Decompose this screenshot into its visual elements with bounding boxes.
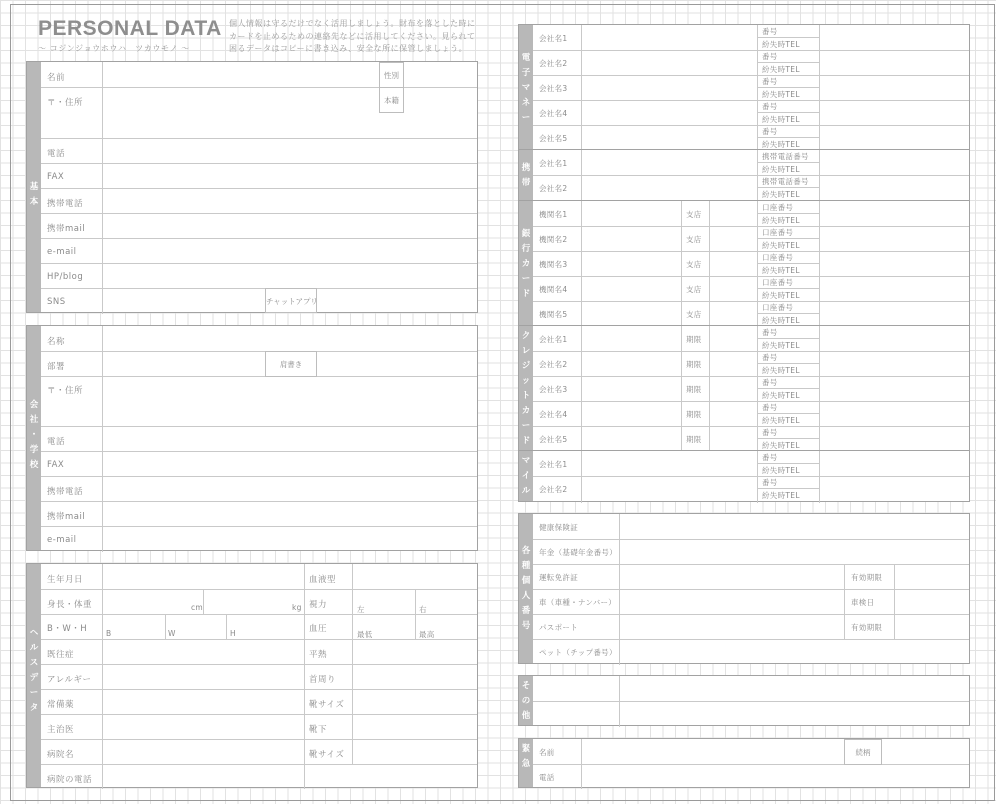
mobile-lost-tel-1: 紛失時TEL — [762, 165, 800, 174]
section-mobile — [518, 149, 970, 201]
id-passport-expiry: 有効期限 — [851, 623, 883, 632]
label-right: 右 — [419, 605, 427, 614]
emoney-label-5: 会社名5 — [539, 134, 568, 143]
emoney-label-4: 会社名4 — [539, 109, 568, 118]
credit-expiry-2: 期限 — [686, 360, 702, 369]
label-doctor: 主治医 — [47, 725, 75, 735]
label-neck: 首周り — [309, 675, 337, 685]
bank-branch-4: 支店 — [686, 285, 702, 294]
mile-number-2: 番号 — [762, 478, 778, 487]
bank-lost-tel-3: 紛失時TEL — [762, 266, 800, 275]
bank-lost-tel-4: 紛失時TEL — [762, 291, 800, 300]
section-title-mobile: 携 帯 — [521, 163, 531, 188]
label-company-name: 名称 — [47, 337, 66, 347]
section-other — [518, 675, 970, 726]
label-blood: 血液型 — [309, 575, 337, 585]
section-title-health: ヘ ル ス デ ー タ — [29, 628, 39, 713]
credit-number-1: 番号 — [762, 328, 778, 337]
label-hospital-tel: 病院の電話 — [47, 775, 93, 785]
label-address: 〒・住所 — [47, 98, 84, 108]
section-mile — [518, 450, 970, 502]
label-history: 既往症 — [47, 650, 75, 660]
section-emoney — [518, 24, 970, 150]
label-pressure: 血圧 — [309, 624, 328, 634]
section-title-emergency: 緊 急 — [521, 744, 531, 769]
page-subtitle: ～ コジンジョウホウハ ツカウモノ ～ — [38, 44, 190, 53]
label-bwh: B・W・H — [47, 624, 88, 634]
emoney-number-1: 番号 — [762, 27, 778, 36]
section-title-mile: マ イ ル — [521, 456, 531, 496]
label-honseki: 本籍 — [379, 87, 404, 113]
mile-label-1: 会社名1 — [539, 460, 568, 469]
emergency-name-label: 名前 — [539, 748, 555, 757]
row-company-mobile-mail: 携帯mail — [47, 512, 86, 522]
unit-cm: cm — [191, 603, 204, 612]
bank-account-3: 口座番号 — [762, 253, 794, 262]
bank-label-4: 機関名4 — [539, 285, 568, 294]
label-birthday: 生年月日 — [47, 575, 84, 585]
mobile-number-2: 携帯電話番号 — [762, 177, 809, 186]
bank-label-5: 機関名5 — [539, 310, 568, 319]
emoney-number-2: 番号 — [762, 52, 778, 61]
emoney-lost-tel-2: 紛失時TEL — [762, 65, 800, 74]
credit-label-1: 会社名1 — [539, 335, 568, 344]
bank-branch-2: 支店 — [686, 235, 702, 244]
emoney-lost-tel-4: 紛失時TEL — [762, 115, 800, 124]
credit-number-4: 番号 — [762, 403, 778, 412]
credit-expiry-5: 期限 — [686, 435, 702, 444]
mobile-label-1: 会社名1 — [539, 159, 568, 168]
mobile-number-1: 携帯電話番号 — [762, 152, 809, 161]
section-emergency — [518, 738, 970, 788]
bank-account-5: 口座番号 — [762, 303, 794, 312]
label-shoe: 靴サイズ — [309, 700, 345, 710]
row-tel: 電話 — [47, 149, 66, 159]
row-mobile-mail: 携帯mail — [47, 224, 86, 234]
section-ids — [518, 513, 970, 664]
label-gender: 性別 — [379, 62, 404, 88]
label-dept: 部署 — [47, 362, 66, 372]
bank-account-1: 口座番号 — [762, 203, 794, 212]
label-normal-temp: 平熱 — [309, 650, 328, 660]
unit-kg: kg — [292, 603, 302, 612]
intro-text: 個人情報は守るだけでなく活用しましょう。財布を落とした時に カードを止めるための連絡先などに活用してください。見られて 困るデータはコピーに書き込み、安全な所に保管しましょう。 — [229, 19, 476, 54]
label-socks: 靴下 — [309, 725, 328, 735]
credit-lost-tel-2: 紛失時TEL — [762, 366, 800, 375]
emoney-lost-tel-3: 紛失時TEL — [762, 90, 800, 99]
section-company — [26, 325, 478, 551]
section-title-ids: 各 種 個 人 番 号 — [521, 546, 531, 631]
emergency-tel-label: 電話 — [539, 773, 555, 782]
id-driver-license-expiry: 有効期限 — [851, 573, 883, 582]
row-company-mobile: 携帯電話 — [47, 487, 84, 497]
label-allergy: アレルギー — [47, 675, 92, 685]
row-fax: FAX — [47, 172, 65, 182]
label-vision: 視力 — [309, 600, 328, 610]
bank-lost-tel-1: 紛失時TEL — [762, 216, 800, 225]
id-health-insurance: 健康保険証 — [539, 523, 578, 532]
emoney-lost-tel-1: 紛失時TEL — [762, 40, 800, 49]
emergency-relation-label: 続柄 — [844, 739, 882, 765]
row-email: e-mail — [47, 247, 77, 257]
label-left: 左 — [357, 605, 365, 614]
bank-lost-tel-2: 紛失時TEL — [762, 241, 800, 250]
credit-lost-tel-4: 紛失時TEL — [762, 416, 800, 425]
bank-branch-1: 支店 — [686, 210, 702, 219]
credit-lost-tel-1: 紛失時TEL — [762, 341, 800, 350]
bank-label-3: 機関名3 — [539, 260, 568, 269]
label-height-weight: 身長・体重 — [47, 600, 93, 610]
label-shoe-2: 靴サイズ — [309, 750, 345, 760]
bank-label-2: 機関名2 — [539, 235, 568, 244]
mile-number-1: 番号 — [762, 453, 778, 462]
emoney-number-5: 番号 — [762, 127, 778, 136]
label-b: B — [106, 629, 112, 638]
id-car-inspection: 車検日 — [851, 598, 875, 607]
row-sns: SNS — [47, 297, 66, 307]
row-company-fax: FAX — [47, 460, 65, 470]
section-bank — [518, 200, 970, 326]
section-title-company: 会 社 ・ 学 校 — [29, 400, 39, 470]
bank-label-1: 機関名1 — [539, 210, 568, 219]
label-company-address: 〒・住所 — [47, 386, 84, 396]
id-passport: パスポート — [539, 623, 578, 632]
bank-branch-5: 支店 — [686, 310, 702, 319]
section-title-bank: 銀 行 カ ー ド — [521, 229, 531, 299]
label-high: 最高 — [419, 630, 435, 639]
label-name: 名前 — [47, 73, 66, 83]
credit-expiry-1: 期限 — [686, 335, 702, 344]
credit-lost-tel-5: 紛失時TEL — [762, 441, 800, 450]
mile-label-2: 会社名2 — [539, 485, 568, 494]
id-driver-license: 運転免許証 — [539, 573, 578, 582]
row-company-email: e-mail — [47, 535, 77, 545]
label-w: W — [168, 629, 176, 638]
emoney-label-3: 会社名3 — [539, 84, 568, 93]
label-hospital: 病院名 — [47, 750, 75, 760]
label-chat-app: チャットアプリ — [265, 288, 317, 313]
emoney-number-3: 番号 — [762, 77, 778, 86]
label-position: 肩書き — [265, 351, 317, 377]
section-credit — [518, 325, 970, 451]
section-title-basic: 基 本 — [29, 182, 39, 207]
emoney-lost-tel-5: 紛失時TEL — [762, 140, 800, 149]
credit-label-4: 会社名4 — [539, 410, 568, 419]
credit-number-3: 番号 — [762, 378, 778, 387]
credit-number-5: 番号 — [762, 428, 778, 437]
section-health — [26, 563, 478, 788]
id-pet: ペット（チップ番号） — [539, 648, 617, 657]
mile-lost-tel-1: 紛失時TEL — [762, 466, 800, 475]
bank-account-2: 口座番号 — [762, 228, 794, 237]
credit-expiry-4: 期限 — [686, 410, 702, 419]
bank-branch-3: 支店 — [686, 260, 702, 269]
row-company-tel: 電話 — [47, 437, 66, 447]
section-title-credit: ク レ ジ ッ ト カ ー ド — [521, 331, 531, 446]
emoney-number-4: 番号 — [762, 102, 778, 111]
id-pension: 年金（基礎年金番号） — [539, 548, 617, 557]
label-medicine: 常備薬 — [47, 700, 75, 710]
label-low: 最低 — [357, 630, 373, 639]
emoney-label-2: 会社名2 — [539, 59, 568, 68]
bank-lost-tel-5: 紛失時TEL — [762, 316, 800, 325]
label-h: H — [230, 629, 236, 638]
section-title-emoney: 電 子 マ ネ ー — [521, 53, 531, 123]
row-hp-blog: HP/blog — [47, 272, 84, 282]
mile-lost-tel-2: 紛失時TEL — [762, 491, 800, 500]
credit-number-2: 番号 — [762, 353, 778, 362]
credit-expiry-3: 期限 — [686, 385, 702, 394]
row-mobile: 携帯電話 — [47, 199, 84, 209]
credit-label-3: 会社名3 — [539, 385, 568, 394]
emoney-label-1: 会社名1 — [539, 34, 568, 43]
credit-lost-tel-3: 紛失時TEL — [762, 391, 800, 400]
mobile-label-2: 会社名2 — [539, 184, 568, 193]
mobile-lost-tel-2: 紛失時TEL — [762, 190, 800, 199]
id-car: 車（車種・ナンバー） — [539, 598, 617, 607]
credit-label-2: 会社名2 — [539, 360, 568, 369]
credit-label-5: 会社名5 — [539, 435, 568, 444]
section-basic — [26, 61, 478, 313]
bank-account-4: 口座番号 — [762, 278, 794, 287]
section-title-other: そ の 他 — [521, 681, 531, 721]
page-title: PERSONAL DATA — [38, 17, 222, 40]
